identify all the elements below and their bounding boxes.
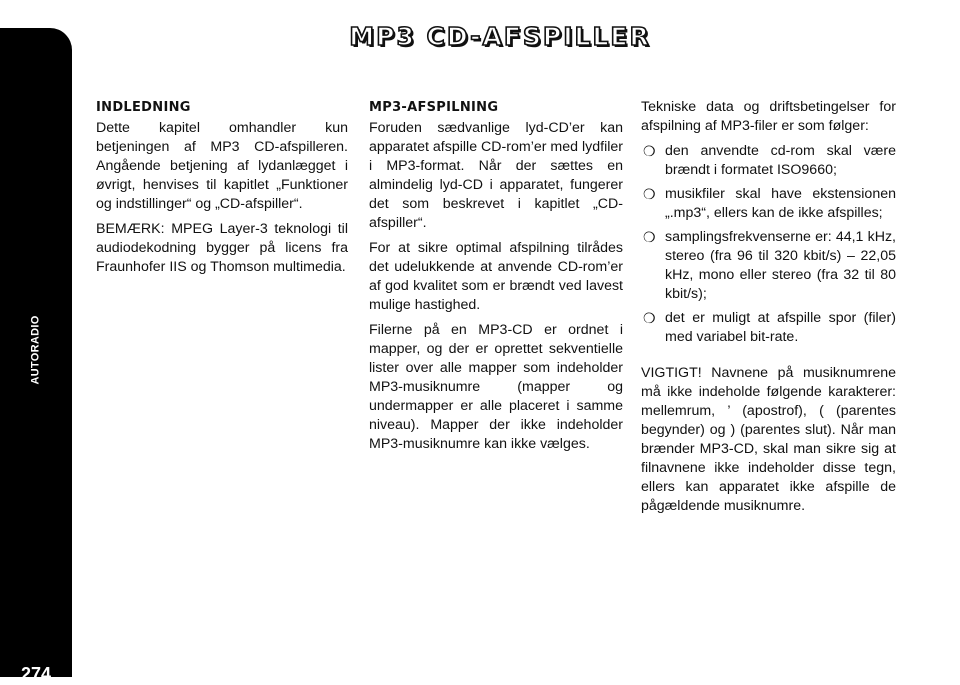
bullet-circle-icon: ❍ (643, 229, 656, 245)
list-item-text: den anvendte cd-rom skal være brændt i formatet ISO9660; (665, 143, 896, 178)
sidebar-tab (0, 28, 72, 684)
page-title: MP3 CD-AFSPILLER (349, 22, 651, 51)
page-number: 274 (20, 664, 52, 684)
list-item (641, 228, 896, 304)
section-label-text: AUTORADIO (30, 315, 43, 385)
column-introduction (96, 98, 348, 283)
list-item (641, 309, 896, 347)
list-item-text: musikfiler skal have ekstensionen „.mp3“, ellers kan de ikke afspilles; (665, 186, 896, 221)
paragraph: Filerne på en MP3-CD er ordnet i mapper, og der er oprettet sekventielle lister over alle mapper som indeholder MP3-musiknumre (mapper og undermapper er alle placeret i samme niveau). Mapper der ikke indeholder MP3-musiknumre kan ikke vælges. (369, 322, 623, 452)
section-label (26, 290, 46, 410)
column-mp3-playback (369, 98, 623, 460)
paragraph: For at sikre optimal afspilning tilrådes det udelukkende at anvende CD-rom’er af god kvalitet som er brændt ved lavest mulige hastighed. (369, 240, 623, 313)
bullet-circle-icon: ❍ (643, 186, 656, 202)
list-item-text: samplingsfrekvenserne er: 44,1 kHz, stereo (fra 96 til 320 kbit/s) – 22,05 kHz, mono eller stereo (fra 32 til 80 kbit/s); (665, 229, 896, 302)
heading-mp3-playback: MP3-AFSPILNING (369, 100, 499, 115)
column-technical-data (641, 98, 896, 522)
list-item (641, 185, 896, 223)
paragraph-note: BEMÆRK: MPEG Layer-3 teknologi til audiodekodning bygger på licens fra Fraunhofer IIS og Thomson multimedia. (96, 221, 348, 275)
paragraph: Dette kapitel omhandler kun betjeningen af MP3 CD-afspilleren. Angående betjening af lydanlægget i øvrigt, henvises til kapitlet „Funktioner og indstillinger“ og „CD-afspiller“. (96, 120, 348, 212)
list-item-text: det er muligt at afspille spor (filer) med variabel bit-rate. (665, 310, 896, 345)
bullet-circle-icon: ❍ (643, 143, 656, 159)
bullet-circle-icon: ❍ (643, 310, 656, 326)
bullet-list (641, 142, 896, 347)
paragraph-important: VIGTIGT! Navnene på musiknumrene må ikke indeholde følgende karakterer: mellemrum, ’ (apostrof), ( (parentes begynder) og ) (parentes slut). Når man brænder MP3-CD, skal man sikre sig at filnavnene ikke indeholder disse tegn, ellers kan apparatet ikke afspille de pågældende musiknumre. (641, 365, 896, 514)
paragraph: Foruden sædvanlige lyd-CD’er kan apparatet afspille CD-rom’er med lydfiler i MP3-format. Når der sættes en almindelig lyd-CD i apparatet, fungerer det som beskrevet i kapitlet „CD-afspiller“. (369, 120, 623, 231)
paragraph-intro: Tekniske data og driftsbetingelser for afspilning af MP3-filer er som følger: (641, 99, 896, 134)
list-item (641, 142, 896, 180)
heading-introduction: INDLEDNING (96, 100, 191, 115)
